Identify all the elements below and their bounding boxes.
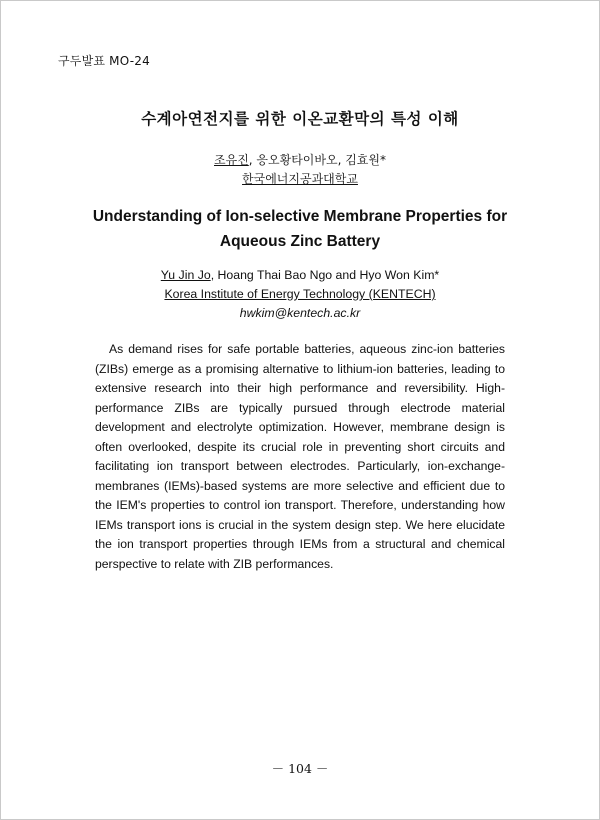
english-title	[0, 204, 600, 254]
korean-authors	[0, 151, 600, 168]
korean-presenter-name: 조유진	[214, 153, 249, 167]
session-label: 구두발표 MO-24	[58, 54, 150, 68]
english-title-line-1: Understanding of Ion-selective Membrane Properties for	[92, 208, 508, 225]
english-presenter-name: Yu Jin Jo	[160, 268, 211, 282]
english-coauthors: , Hoang Thai Bao Ngo and Hyo Won Kim*	[210, 268, 440, 282]
korean-affiliation-line	[0, 170, 600, 187]
korean-coauthors: , 응오황타이바오, 김효원*	[248, 153, 386, 167]
page-number: － 104 －	[271, 761, 329, 776]
english-affiliation-line	[0, 287, 600, 301]
korean-affiliation: 한국에너지공과대학교	[242, 172, 358, 186]
english-title-line-2: Aqueous Zinc Battery	[219, 233, 381, 250]
english-authors	[0, 268, 600, 282]
korean-title: 수계아연전지를 위한 이온교환막의 특성 이해	[141, 110, 459, 128]
english-affiliation: Korea Institute of Energy Technology (KENTECH)	[164, 287, 436, 301]
abstract-body: As demand rises for safe portable batteries, aqueous zinc-ion batteries (ZIBs) emerge as a promising alternative to lithium-ion batteries, leading to extensive research into their high performance and reversibility. High-performance ZIBs are typically pursued through electrode material development and electrolyte optimization. However, membrane design is often overlooked, despite its crucial role in preventing short circuits and facilitating ion transport between electrodes. Particularly, ion-exchange-membranes (IEMs)-based systems are more selective and efficient due to the IEM's properties to control ion transport. Therefore, understanding how IEMs transport ions is crucial in the system design step. We here elucidate the ion transport properties through IEMs from a structural and chemical perspective to relate with ZIB performances.	[95, 342, 505, 571]
contact-email: hwkim@kentech.ac.kr	[239, 306, 361, 320]
